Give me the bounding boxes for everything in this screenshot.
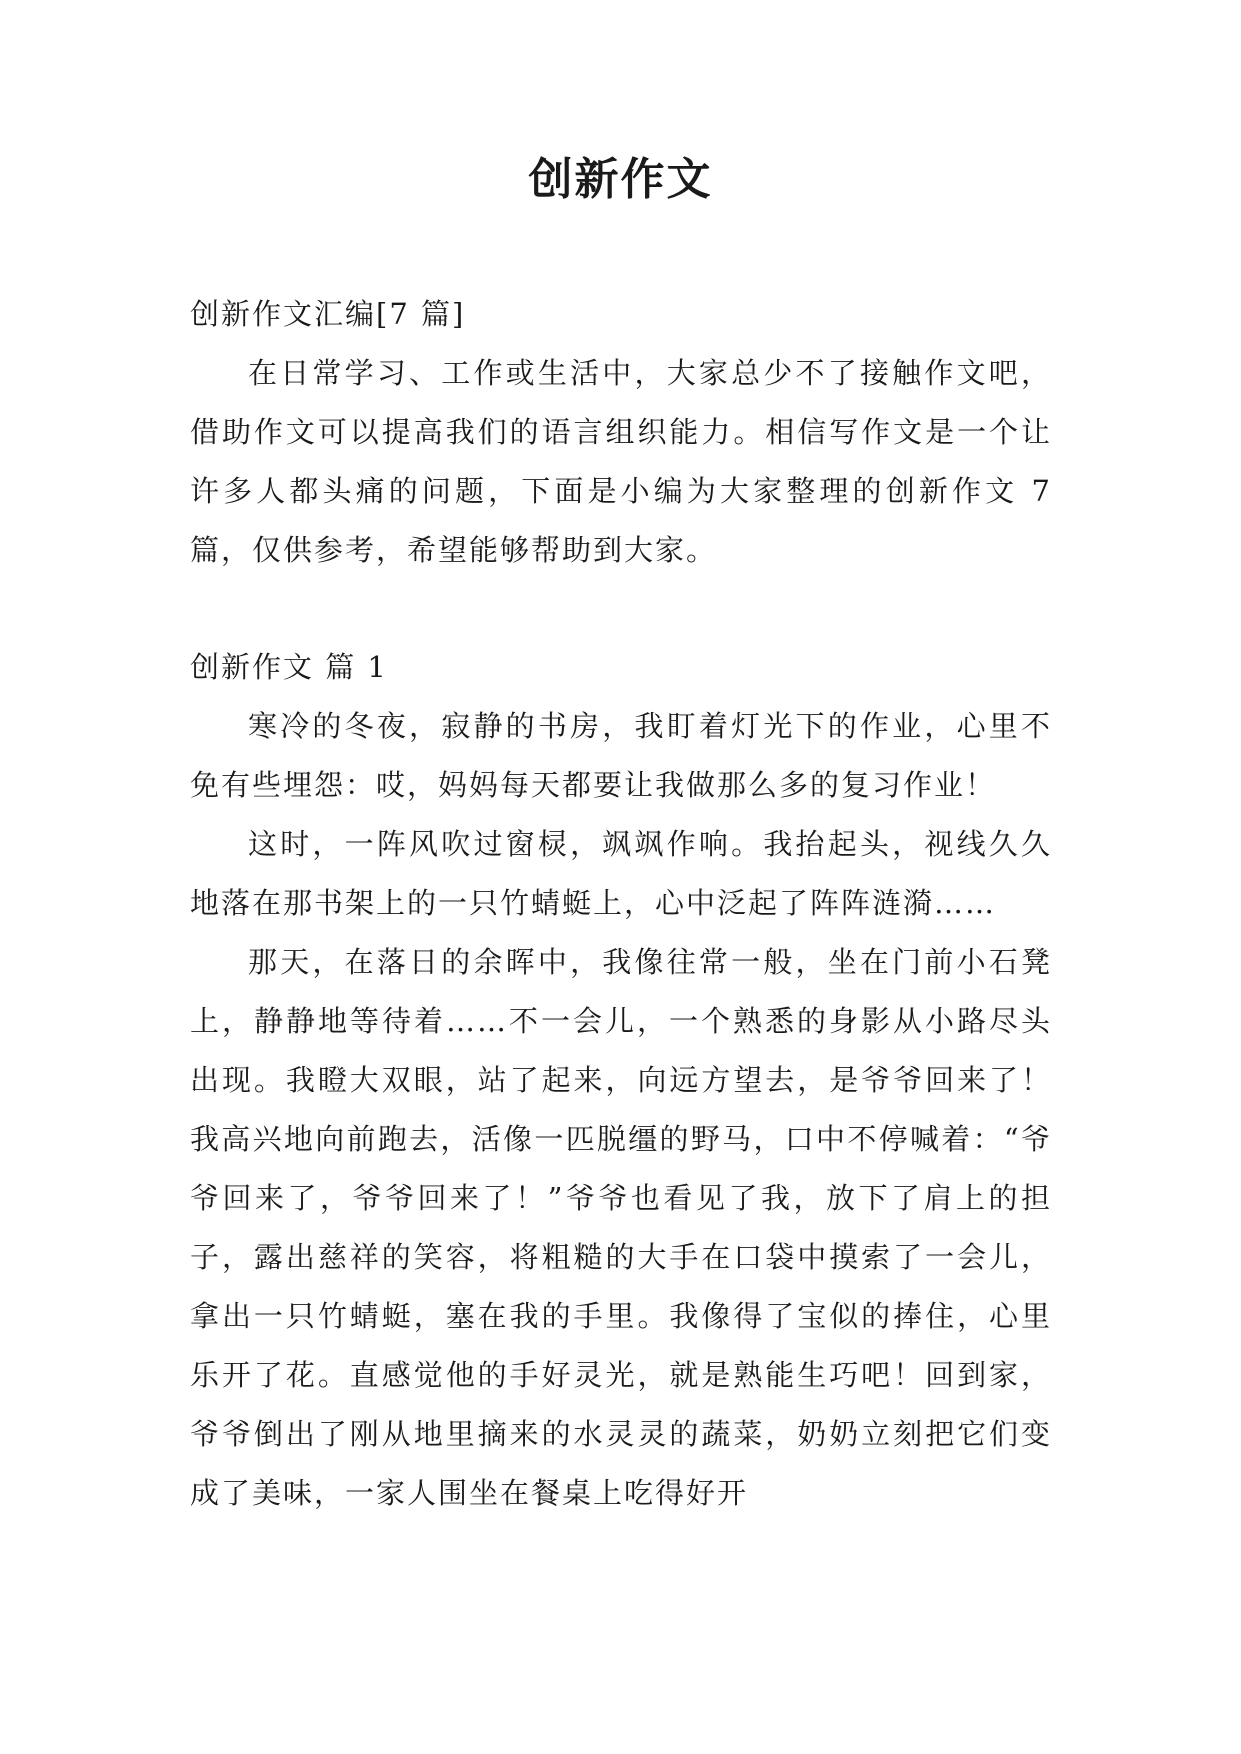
section-heading: 创新作文 篇 1 (190, 650, 388, 684)
body-paragraph-1: 寒冷的冬夜，寂静的书房，我盯着灯光下的作业，心里不免有些埋怨：哎，妈妈每天都要让我做那么多的复习作业！ (190, 709, 1052, 802)
intro-paragraph: 在日常学习、工作或生活中，大家总少不了接触作文吧，借助作文可以提高我们的语言组织能力。相信写作文是一个让许多人都头痛的问题，下面是小编为大家整理的创新作文 7 篇，仅供参考，希望能够帮助到大家。 (190, 356, 1052, 567)
document-title: 创新作文 (528, 154, 713, 205)
section-spacer (190, 580, 1052, 638)
body-paragraph-3: 那天，在落日的余晖中，我像往常一般，坐在门前小石凳上，静静地等待着……不一会儿，一个熟悉的身影从小路尽头出现。我瞪大双眼，站了起来，向远方望去，是爷爷回来了！我高兴地向前跑去，活像一匹脱缰的野马，口中不停喊着：“爷爷回来了，爷爷回来了！”爷爷也看见了我，放下了肩上的担子，露出慈祥的笑容，将粗糙的大手在口袋中摸索了一会儿，拿出一只竹蜻蜓，塞在我的手里。我像得了宝似的捧住，心里乐开了花。直感觉他的手好灵光，就是熟能生巧吧！回到家，爷爷倒出了刚从地里摘来的水灵灵的蔬菜，奶奶立刻把它们变成了美味，一家人围坐在餐桌上吃得好开 (190, 945, 1052, 1510)
document-body (190, 285, 1052, 1523)
body-paragraph-2: 这时，一阵风吹过窗棂，飒飒作响。我抬起头，视线久久地落在那书架上的一只竹蜻蜓上，心中泛起了阵阵涟漪…… (190, 827, 1052, 920)
collection-heading: 创新作文汇编[7 篇] (190, 297, 466, 331)
